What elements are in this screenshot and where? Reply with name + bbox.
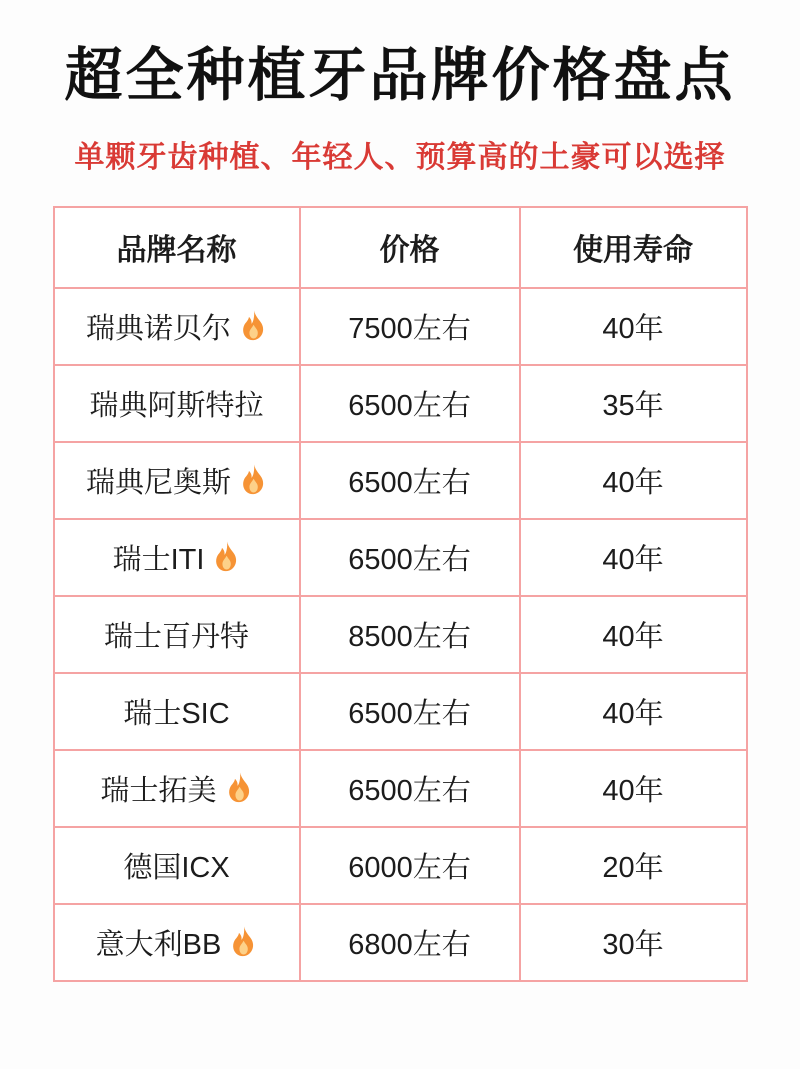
flame-icon <box>240 310 267 343</box>
table-row <box>54 365 747 442</box>
price-label: 8500左右 <box>348 620 471 653</box>
brand-cell <box>54 596 300 673</box>
price-cell <box>300 442 520 519</box>
brand-cell <box>54 827 300 904</box>
lifespan-cell <box>520 288 747 365</box>
lifespan-cell <box>520 904 747 981</box>
lifespan-label: 30年 <box>602 928 664 961</box>
brand-cell <box>54 673 300 750</box>
header-cell-price: 价格 <box>300 207 520 288</box>
table-row <box>54 673 747 750</box>
price-label: 6500左右 <box>348 466 471 499</box>
brand-cell <box>54 519 300 596</box>
table-row <box>54 288 747 365</box>
price-cell <box>300 827 520 904</box>
lifespan-label: 40年 <box>602 620 664 653</box>
brand-label: 瑞士ITI <box>112 543 205 576</box>
lifespan-label: 40年 <box>602 543 664 576</box>
price-label: 6500左右 <box>348 697 471 730</box>
brand-label: 意大利BB <box>95 928 222 961</box>
table-row <box>54 750 747 827</box>
brand-cell <box>54 904 300 981</box>
brand-label: 德国ICX <box>123 851 230 884</box>
price-cell <box>300 673 520 750</box>
price-label: 7500左右 <box>348 312 471 345</box>
table-body <box>54 288 747 981</box>
price-label: 6500左右 <box>348 389 471 422</box>
lifespan-label: 20年 <box>602 851 664 884</box>
price-cell <box>300 288 520 365</box>
price-label: 6500左右 <box>348 543 471 576</box>
header-row <box>54 207 747 288</box>
lifespan-cell <box>520 442 747 519</box>
brand-label: 瑞典阿斯特拉 <box>89 389 264 422</box>
table-header <box>54 207 747 288</box>
price-cell <box>300 519 520 596</box>
lifespan-label: 40年 <box>602 466 664 499</box>
brand-cell <box>54 442 300 519</box>
brand-cell <box>54 750 300 827</box>
price-label: 6500左右 <box>348 774 471 807</box>
flame-icon <box>230 926 257 959</box>
lifespan-label: 40年 <box>602 312 664 345</box>
brand-label: 瑞士拓美 <box>100 774 217 807</box>
header-cell-brand: 品牌名称 <box>54 207 300 288</box>
header-cell-lifespan: 使用寿命 <box>520 207 747 288</box>
price-cell <box>300 904 520 981</box>
brand-label: 瑞士百丹特 <box>103 620 249 653</box>
lifespan-cell <box>520 519 747 596</box>
table-row <box>54 519 747 596</box>
lifespan-label: 35年 <box>602 389 664 422</box>
flame-icon <box>213 541 240 574</box>
price-table <box>53 206 748 982</box>
lifespan-cell <box>520 596 747 673</box>
brand-cell <box>54 288 300 365</box>
lifespan-cell <box>520 365 747 442</box>
table-row <box>54 827 747 904</box>
price-label: 6800左右 <box>348 928 471 961</box>
table-row <box>54 596 747 673</box>
brand-label: 瑞典诺贝尔 <box>85 312 231 345</box>
lifespan-cell <box>520 827 747 904</box>
brand-label: 瑞典尼奥斯 <box>85 466 231 499</box>
lifespan-cell <box>520 750 747 827</box>
page-title: 超全种植牙品牌价格盘点 <box>64 43 736 108</box>
price-cell <box>300 596 520 673</box>
brand-cell <box>54 365 300 442</box>
brand-label: 瑞士SIC <box>123 697 230 730</box>
flame-icon <box>226 772 253 805</box>
lifespan-cell <box>520 673 747 750</box>
price-cell <box>300 750 520 827</box>
lifespan-label: 40年 <box>602 697 664 730</box>
price-label: 6000左右 <box>348 851 471 884</box>
price-cell <box>300 365 520 442</box>
table-row <box>54 442 747 519</box>
table-row <box>54 904 747 981</box>
flame-icon <box>240 464 267 497</box>
lifespan-label: 40年 <box>602 774 664 807</box>
page-subtitle: 单颗牙齿种植、年轻人、预算高的土豪可以选择 <box>74 140 726 174</box>
